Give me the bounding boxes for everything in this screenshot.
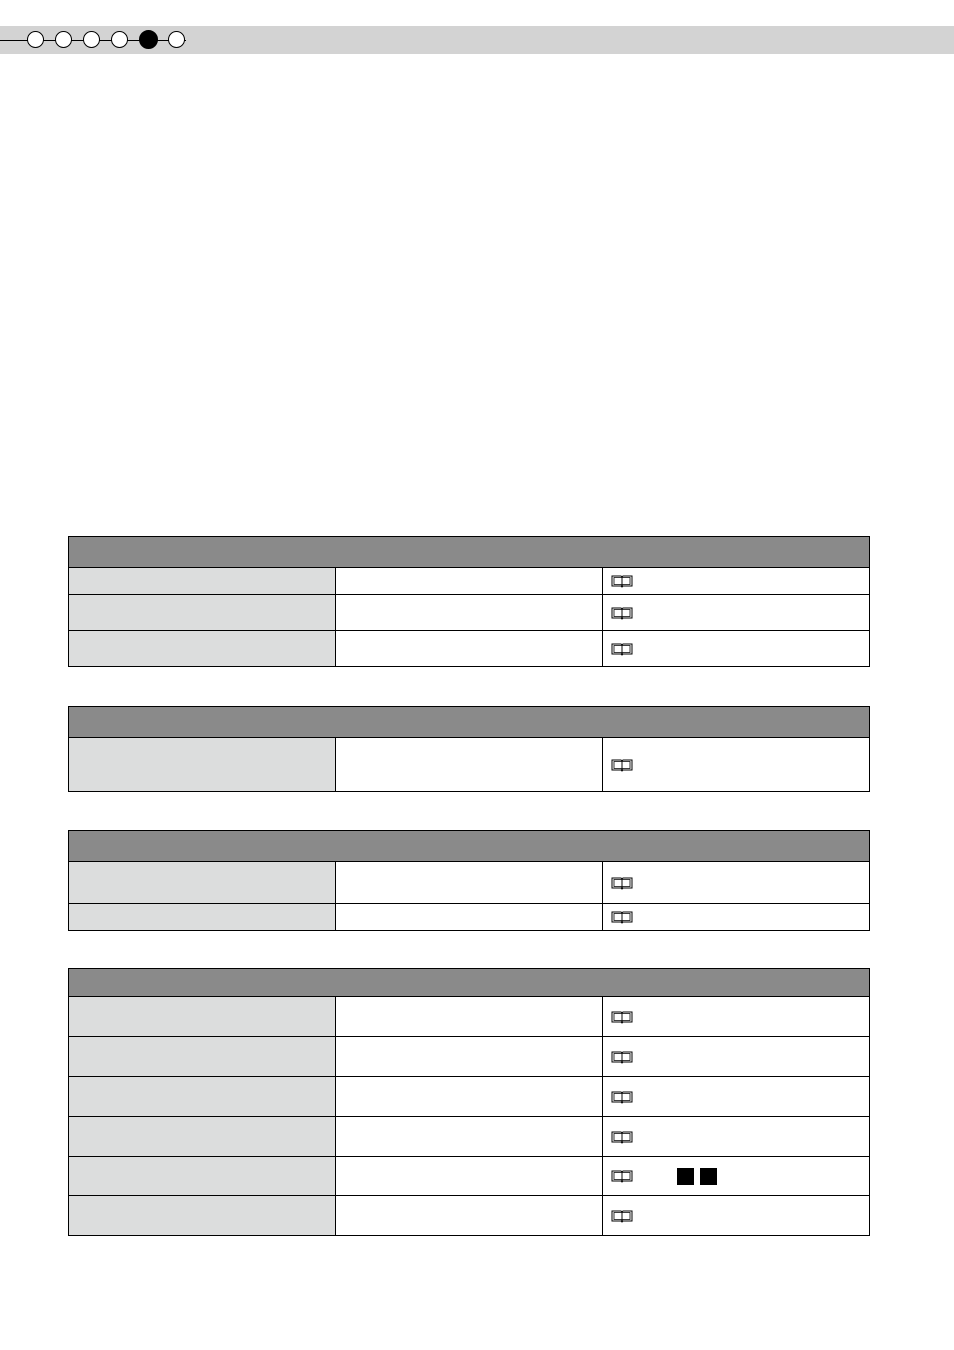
table-row [69, 568, 870, 595]
reference-cell [603, 862, 870, 904]
step-indicator-4 [111, 31, 128, 48]
table-row [69, 1117, 870, 1157]
symptom-cell [69, 862, 336, 904]
table-row [69, 1037, 870, 1077]
table-row [69, 738, 870, 792]
table-header [69, 537, 870, 568]
remedy-cell [336, 595, 603, 631]
table-row [69, 997, 870, 1037]
symptom-cell [69, 1077, 336, 1117]
symptom-cell [69, 595, 336, 631]
step-indicator-1 [27, 31, 44, 48]
remedy-cell [336, 1196, 603, 1236]
book-icon [611, 1050, 633, 1064]
step-indicator-5-current [139, 30, 158, 49]
book-icon [611, 910, 633, 924]
table-row [69, 1157, 870, 1196]
reference-cell [603, 568, 870, 595]
symptom-cell [69, 1117, 336, 1157]
reference-cell [603, 738, 870, 792]
book-icon [611, 1169, 633, 1183]
reference-cell [603, 904, 870, 931]
reference-cell [603, 631, 870, 667]
symptom-cell [69, 997, 336, 1037]
remedy-cell [336, 631, 603, 667]
remedy-cell [336, 997, 603, 1037]
table-row [69, 862, 870, 904]
table-header [69, 969, 870, 997]
table-header [69, 831, 870, 862]
book-icon [611, 574, 633, 588]
symptom-cell [69, 631, 336, 667]
black-square-mark [700, 1168, 717, 1185]
remedy-cell [336, 1037, 603, 1077]
black-square-mark [677, 1168, 694, 1185]
troubleshooting-table-4 [68, 968, 870, 1236]
symptom-cell [69, 568, 336, 595]
reference-cell [603, 1157, 870, 1196]
table-row [69, 631, 870, 667]
table-row [69, 1196, 870, 1236]
book-icon [611, 1090, 633, 1104]
remedy-cell [336, 738, 603, 792]
book-icon [611, 606, 633, 620]
step-indicator-6 [168, 31, 185, 48]
step-indicator-3 [83, 31, 100, 48]
troubleshooting-table-2 [68, 706, 870, 792]
symptom-cell [69, 1037, 336, 1077]
remedy-cell [336, 568, 603, 595]
reference-cell [603, 1037, 870, 1077]
troubleshooting-table-1 [68, 536, 870, 667]
book-icon [611, 1010, 633, 1024]
symptom-cell [69, 904, 336, 931]
table-row [69, 1077, 870, 1117]
step-indicator-2 [55, 31, 72, 48]
troubleshooting-table-3 [68, 830, 870, 931]
remedy-cell [336, 862, 603, 904]
reference-cell [603, 1117, 870, 1157]
remedy-cell [336, 1117, 603, 1157]
reference-cell [603, 595, 870, 631]
reference-cell [603, 1077, 870, 1117]
table-row [69, 904, 870, 931]
remedy-cell [336, 1077, 603, 1117]
book-icon [611, 758, 633, 772]
symptom-cell [69, 738, 336, 792]
remedy-cell [336, 904, 603, 931]
reference-cell [603, 997, 870, 1037]
remedy-cell [336, 1157, 603, 1196]
book-icon [611, 642, 633, 656]
book-icon [611, 876, 633, 890]
symptom-cell [69, 1157, 336, 1196]
symptom-cell [69, 1196, 336, 1236]
table-row [69, 595, 870, 631]
table-header [69, 707, 870, 738]
reference-cell [603, 1196, 870, 1236]
book-icon [611, 1130, 633, 1144]
book-icon [611, 1209, 633, 1223]
